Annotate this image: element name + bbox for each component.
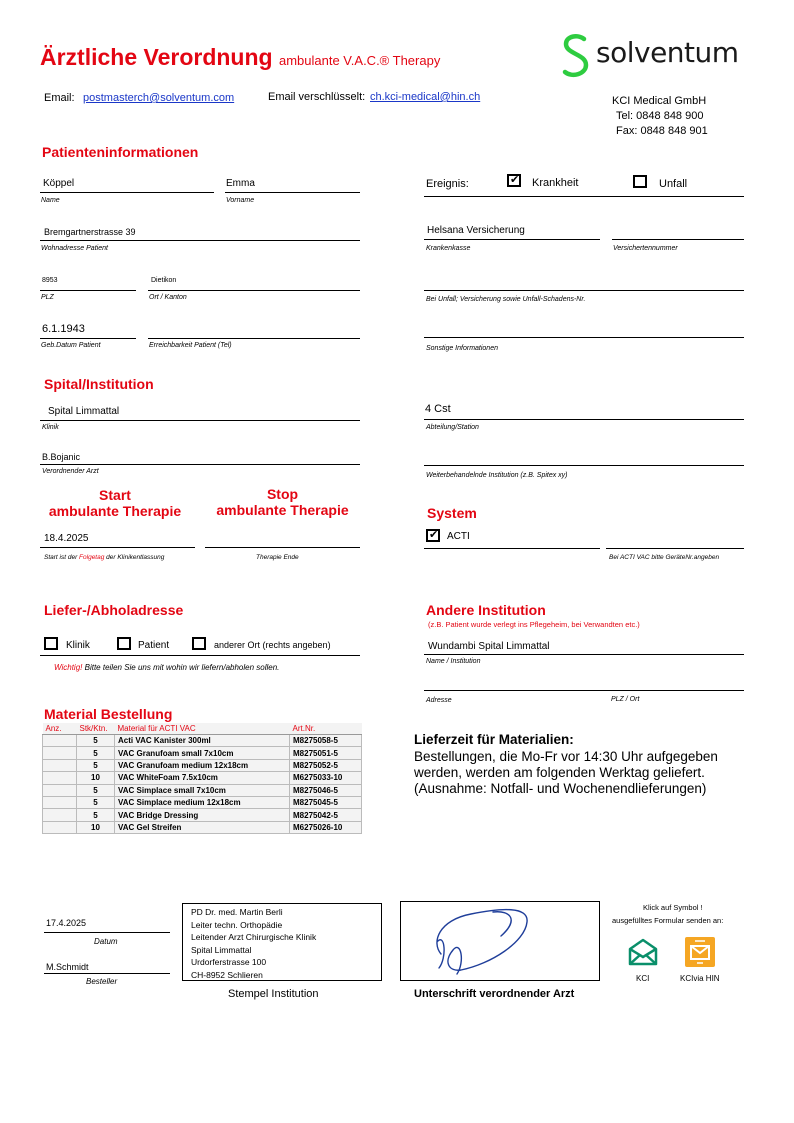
col-artnr: Art.Nr. [290,723,362,735]
kasse-line [424,239,600,240]
patient-dob-line [40,338,136,339]
acti-label: ACTI [447,531,470,542]
kasse-label: Krankenkasse [426,245,471,252]
material-artnr-cell: M8275046-5 [290,784,362,796]
material-anzahl-cell[interactable] [43,784,77,796]
material-name-cell: VAC Granufoam small 7x10cm [115,747,290,759]
spital-heading: Spital/Institution [44,376,154,392]
signature-box[interactable] [400,901,600,981]
event-line [424,196,744,197]
delivery-patient-label: Patient [138,640,170,651]
patient-address-label: Wohnadresse Patient [41,245,108,252]
material-anzahl-cell[interactable] [43,747,77,759]
klinik-label: Klinik [42,424,59,431]
material-stk-cell: 10 [77,821,115,833]
material-artnr-cell: M6275026-10 [290,821,362,833]
delivery-other-label: anderer Ort (rechts angeben) [214,640,331,650]
material-anzahl-cell[interactable] [43,759,77,771]
signature-image [401,902,598,979]
material-artnr-cell: M6275033-10 [290,772,362,784]
patient-vorname-line [225,192,360,193]
checkbox-delivery-other[interactable] [192,637,206,650]
start-heading-line1: Start [99,487,131,503]
footer-besteller-line [44,973,170,974]
sonstige-label: Sonstige Informationen [426,345,498,352]
material-stk-cell: 5 [77,809,115,821]
material-row [43,747,362,759]
patient-plz-label: PLZ [41,294,54,301]
material-row [43,809,362,821]
material-artnr-cell: M8275051-5 [290,747,362,759]
col-material: Material für ACTI VAC [115,723,290,735]
patient-ort-value[interactable]: Dietikon [151,277,177,284]
start-date-value[interactable]: 18.4.2025 [44,533,89,544]
material-stk-cell: 5 [77,735,115,747]
stop-heading-line2: ambulante Therapie [216,502,349,518]
andere-address-line [424,690,744,691]
stamp-box [182,903,382,981]
material-stk-cell: 5 [77,747,115,759]
patient-address-value[interactable]: Bremgartnerstrasse 39 [44,227,136,237]
start-note: Start ist der Folgetag der Klinikentlassung [44,554,165,561]
end-date-line [205,547,360,548]
start-heading [40,487,190,519]
patient-phone-label: Erreichbarkeit Patient (Tel) [149,342,232,349]
weiter-line [424,465,744,466]
title-main: Ärztliche Verordnung [40,44,273,70]
patient-dob-label: Geb.Datum Patient [41,342,101,349]
material-row [43,784,362,796]
material-anzahl-cell[interactable] [43,821,77,833]
material-stk-cell: 5 [77,796,115,808]
patient-address-line [40,240,360,241]
patient-ort-line [148,290,360,291]
send-note-1: Klick auf Symbol ! [643,903,703,912]
form-title [40,44,440,71]
material-row [43,735,362,747]
system-note: Bei ACTI VAC bitte GeräteNr.angeben [609,554,720,561]
material-anzahl-cell[interactable] [43,809,77,821]
andere-plz-label: PLZ / Ort [611,696,640,703]
delivery-warning: Wichtig! Bitte teilen Sie uns mit wohin wir liefern/abholen sollen. [54,663,280,672]
checkbox-delivery-klinik[interactable] [44,637,58,650]
andere-name-line [424,654,744,655]
kci-mail-icon[interactable] [628,937,658,967]
abteilung-value[interactable]: 4 Cst [425,403,451,415]
arzt-value[interactable]: B.Bojanic [42,452,81,462]
material-table [42,723,362,834]
material-header-row [43,723,362,735]
unfall-versicherung-label: Bei Unfall; Versicherung sowie Unfall-Schadens-Nr. [426,296,586,303]
unfall-label: Unfall [659,178,688,190]
patient-name-line [40,192,214,193]
material-name-cell: VAC Simplace medium 12x18cm [115,796,290,808]
stamp-label: Stempel Institution [228,988,319,1000]
material-heading: Material Bestellung [44,706,173,722]
versnr-line [612,239,744,240]
delivery-heading: Liefer-/Abholadresse [44,602,184,618]
material-artnr-cell: M8275045-5 [290,796,362,808]
material-anzahl-cell[interactable] [43,796,77,808]
unfall-line [424,290,744,291]
checkbox-acti[interactable] [426,529,440,542]
versnr-label: Versichertennummer [613,245,678,252]
klinik-value[interactable]: Spital Limmattal [48,406,120,417]
weiter-label: Weiterbehandelnde Institution (z.B. Spitex xy) [426,472,568,479]
footer-besteller-value[interactable]: M.Schmidt [46,962,89,972]
patient-dob-value[interactable]: 6.1.1943 [42,323,85,335]
material-stk-cell: 10 [77,772,115,784]
company-fax: Fax: 0848 848 901 [616,125,708,137]
material-name-cell: VAC Simplace small 7x10cm [115,784,290,796]
andere-name-label: Name / Institution [426,658,481,665]
event-label: Ereignis: [426,178,469,190]
footer-date-label: Datum [94,937,118,946]
material-artnr-cell: M8275052-5 [290,759,362,771]
stamp-line: PD Dr. med. Martin Berli [191,907,283,917]
material-artnr-cell: M8275058-5 [290,735,362,747]
material-name-cell: VAC Bridge Dressing [115,809,290,821]
patient-phone-line [148,338,360,339]
material-name-cell: VAC Granufoam medium 12x18cm [115,759,290,771]
title-subtitle: ambulante V.A.C.® Therapy [278,53,441,68]
col-anzahl: Anz. [43,723,77,735]
patient-vorname-label: Vorname [226,197,255,204]
hin-mail-icon[interactable] [685,937,715,967]
checkbox-unfall[interactable] [633,175,647,188]
material-row [43,821,362,833]
hin-label: KCIvia HIN [680,974,720,983]
col-stk: Stk/Ktn. [77,723,115,735]
andere-heading: Andere Institution [426,602,546,618]
company-tel: Tel: 0848 848 900 [616,110,704,122]
email-label: Email: [44,92,75,104]
material-row [43,796,362,808]
geraet-line [606,548,744,549]
patient-vorname-value[interactable]: Emma [226,178,255,189]
material-stk-cell: 5 [77,784,115,796]
start-heading-line2: ambulante Therapie [48,503,182,519]
checkbox-krankheit[interactable] [507,174,521,187]
material-stk-cell: 5 [77,759,115,771]
patient-heading: Patienteninformationen [42,144,199,160]
material-anzahl-cell[interactable] [43,772,77,784]
material-name-cell: VAC WhiteFoam 7.5x10cm [115,772,290,784]
checkbox-delivery-patient[interactable] [117,637,131,650]
stop-heading-line1: Stop [266,486,299,502]
andere-name-value[interactable]: Wundambi Spital Limmattal [428,641,550,652]
delivery-klinik-label: Klinik [66,640,90,651]
logo-text: solventum [596,36,739,69]
system-heading: System [427,505,477,521]
material-artnr-cell: M8275042-5 [290,809,362,821]
material-row [43,772,362,784]
company-name: KCI Medical GmbH [612,95,707,107]
stamp-line: Leiter techn. Orthopädie [191,919,283,930]
lieferzeit-text: Bestellungen, die Mo-Fr vor 14:30 Uhr aufgegeben werden, werden am folgenden Werktag geliefert. (Ausnahme: Notfall- und Wochenendlieferungen) [414,749,718,796]
stamp-line: Leitender Arzt Chirurgische Klinik [191,932,317,942]
email-encrypted-link[interactable]: ch.kci-medical@hin.ch [370,91,481,103]
andere-address-label: Adresse [426,697,452,704]
abteilung-label: Abteilung/Station [426,424,479,431]
material-name-cell: VAC Gel Streifen [115,821,290,833]
andere-note: (z.B. Patient wurde verlegt ins Pflegeheim, bei Verwandten etc.) [428,620,640,629]
logo-s-icon [560,32,594,80]
send-note-2: ausgefülltes Formular senden an: [612,916,724,925]
material-row [43,759,362,771]
abteilung-line [424,419,744,420]
patient-plz-line [40,290,136,291]
patient-name-value[interactable]: Köppel [43,178,75,189]
krankheit-label: Krankheit [532,177,579,189]
delivery-line [40,655,360,656]
stamp-line: CH-8952 Schlieren [191,969,263,980]
footer-date-value[interactable]: 17.4.2025 [46,918,87,928]
lieferzeit-heading: Lieferzeit für Materialien: [414,732,574,747]
arzt-line [40,464,360,465]
stamp-line: Spital Limmattal [191,944,252,955]
email-encrypted-label: Email verschlüsselt: [268,91,366,103]
patient-name-label: Name [41,197,60,204]
email-link[interactable]: postmasterch@solventum.com [83,92,235,104]
patient-plz-value[interactable]: 8953 [42,277,58,284]
material-name-cell: Acti VAC Kanister 300ml [115,735,290,747]
stop-heading [205,486,360,518]
start-date-line [40,547,195,548]
patient-ort-label: Ort / Kanton [149,294,187,301]
klinik-line [40,420,360,421]
kci-label: KCI [636,974,650,983]
material-anzahl-cell[interactable] [43,735,77,747]
arzt-label: Verordnender Arzt [42,468,99,475]
footer-besteller-label: Besteller [86,977,118,986]
signature-label: Unterschrift verordnender Arzt [414,988,575,1000]
system-line [424,548,600,549]
stamp-line: Urdorferstrasse 100 [191,957,267,967]
solventum-logo [560,32,740,80]
sonstige-line [424,337,744,338]
end-label: Therapie Ende [256,554,299,561]
kasse-value[interactable]: Helsana Versicherung [427,225,525,236]
footer-date-line [44,932,170,933]
